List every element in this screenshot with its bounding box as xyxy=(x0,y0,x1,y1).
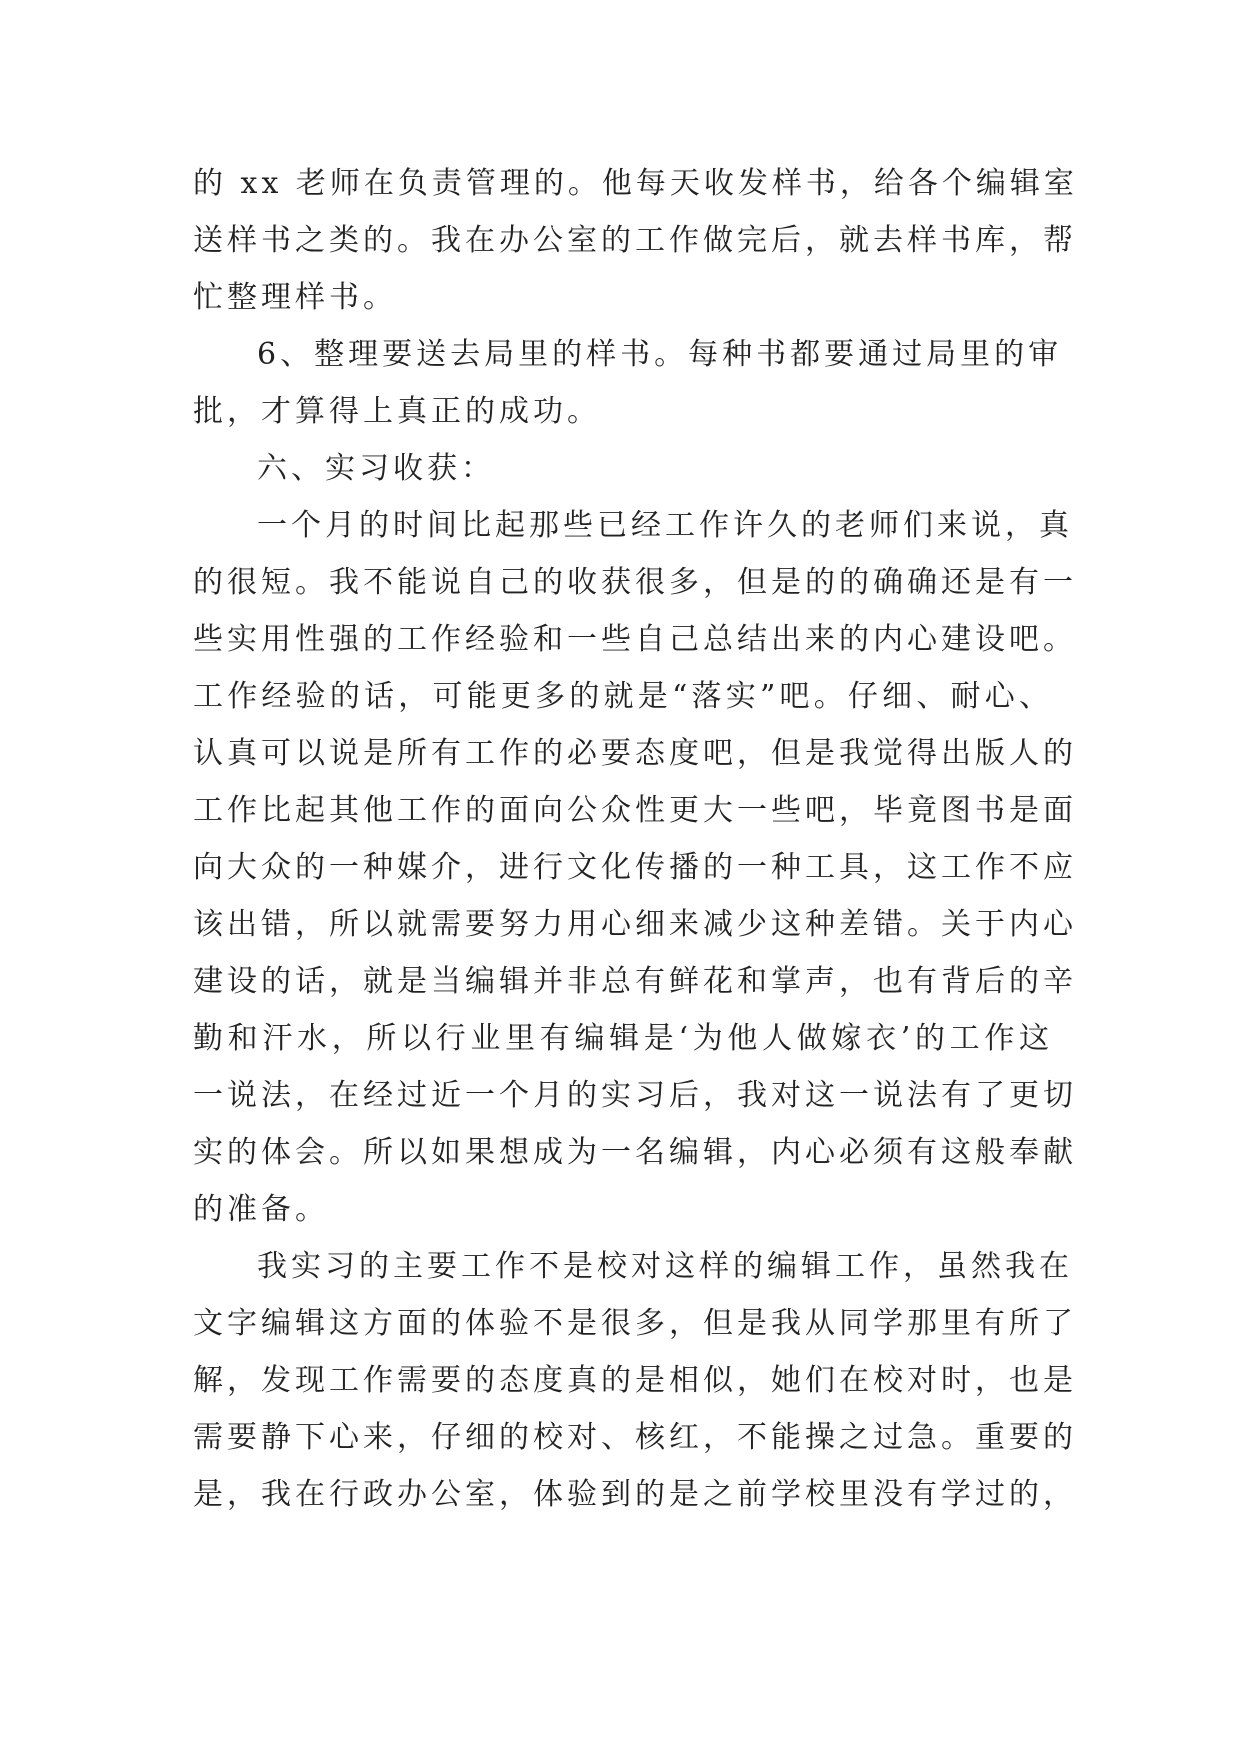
text-line: 工作比起其他工作的面向公众性更大一些吧，毕竟图书是面 xyxy=(193,793,1077,828)
text-line: 些实用性强的工作经验和一些自己总结出来的内心建设吧。 xyxy=(193,622,1077,657)
text-line: 文字编辑这方面的体验不是很多，但是我从同学那里有所了 xyxy=(193,1306,1077,1341)
text-line: 需要静下心来，仔细的校对、核红，不能操之过急。重要的 xyxy=(193,1420,1077,1455)
text-line: 工作经验的话，可能更多的就是“落实”吧。仔细、耐心、 xyxy=(193,679,1053,714)
text-line: 的很短。我不能说自己的收获很多，但是的的确确还是有一 xyxy=(193,565,1077,600)
text-line: 6、整理要送去局里的样书。每种书都要通过局里的审 xyxy=(257,337,1063,372)
text-line: 实的体会。所以如果想成为一名编辑，内心必须有这般奉献 xyxy=(193,1135,1077,1170)
text-line: 是，我在行政办公室，体验到的是之前学校里没有学过的， xyxy=(193,1477,1077,1512)
text-line: 勤和汗水，所以行业里有编辑是‘为他人做嫁衣’的工作这 xyxy=(193,1021,1053,1056)
section-heading: 六、实习收获： xyxy=(257,451,495,486)
text-line: 建设的话，就是当编辑并非总有鲜花和掌声，也有背后的辛 xyxy=(193,964,1077,999)
text-line: 认真可以说是所有工作的必要态度吧，但是我觉得出版人的 xyxy=(193,736,1077,771)
text-line: 向大众的一种媒介，进行文化传播的一种工具，这工作不应 xyxy=(193,850,1077,885)
text-line: 送样书之类的。我在办公室的工作做完后，就去样书库，帮 xyxy=(193,223,1077,258)
text-line: 该出错，所以就需要努力用心细来减少这种差错。关于内心 xyxy=(193,907,1077,942)
text-line: 忙整理样书。 xyxy=(193,280,397,315)
document-body xyxy=(193,155,1078,1523)
text-line: 一说法，在经过近一个月的实习后，我对这一说法有了更切 xyxy=(193,1078,1077,1113)
text-line: 一个月的时间比起那些已经工作许久的老师们来说，真 xyxy=(257,508,1073,543)
text-line: 我实习的主要工作不是校对这样的编辑工作，虽然我在 xyxy=(257,1249,1073,1284)
text-line: 解，发现工作需要的态度真的是相似，她们在校对时，也是 xyxy=(193,1363,1077,1398)
text-line: 批，才算得上真正的成功。 xyxy=(193,394,601,429)
text-line: 的 xx 老师在负责管理的。他每天收发样书，给各个编辑室 xyxy=(193,166,1078,201)
text-line: 的准备。 xyxy=(193,1192,329,1227)
